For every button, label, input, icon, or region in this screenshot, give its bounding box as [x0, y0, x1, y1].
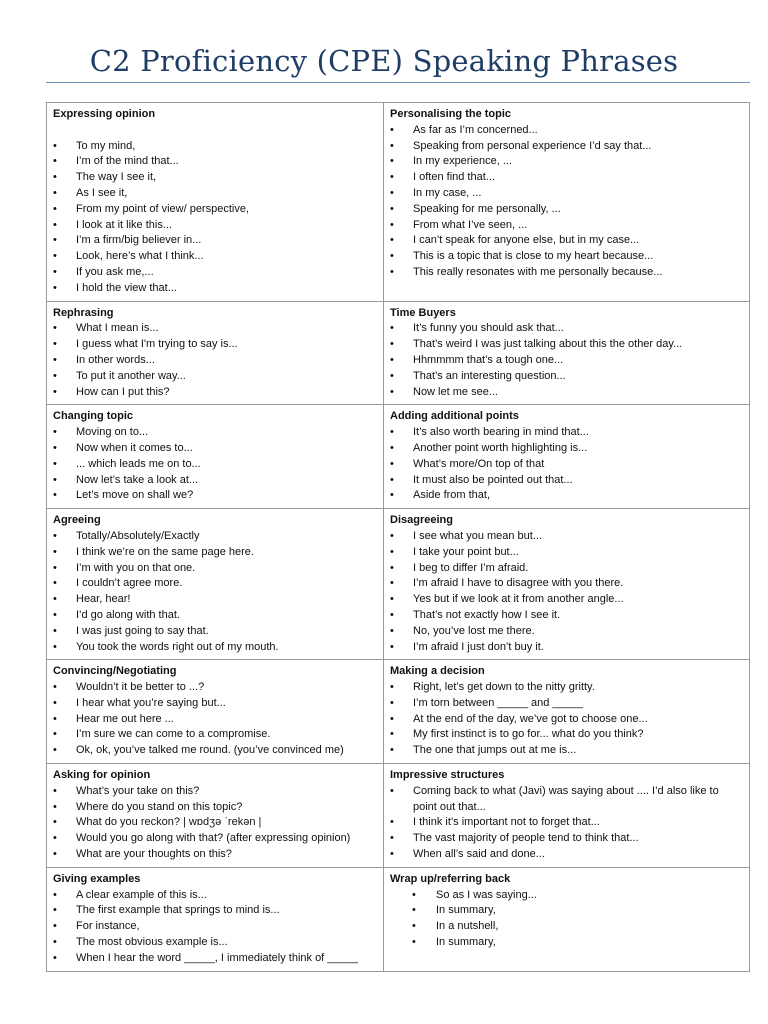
table-row — [47, 764, 750, 868]
list-item: • I take your point but... — [390, 545, 743, 561]
list-item: • Look, here’s what I think... — [53, 249, 377, 265]
list-item: • I think we’re on the same page here. — [53, 545, 377, 561]
section-title: Agreeing — [53, 514, 101, 527]
list-item: • It’s funny you should ask that... — [390, 321, 743, 337]
list-item: • The vast majority of people tend to think that... — [390, 831, 743, 847]
section-asking-opinion — [47, 764, 384, 868]
section-convincing-negotiating — [47, 660, 384, 764]
section-giving-examples — [47, 867, 384, 971]
title-underline — [46, 82, 750, 83]
list-item: • To my mind, — [53, 139, 377, 155]
list-item: • Right, let’s get down to the nitty gritty. — [390, 680, 743, 696]
list-item: • That’s not exactly how I see it. — [390, 608, 743, 624]
section-title: Impressive structures — [390, 769, 505, 782]
list-item: • In other words... — [53, 353, 377, 369]
section-expressing-opinion — [47, 103, 384, 302]
section-title: Rephrasing — [53, 306, 114, 319]
list-item: • I’m torn between _____ and _____ — [390, 696, 743, 712]
list-item: • A clear example of this is... — [53, 888, 377, 904]
list-item: • That’s weird I was just talking about this the other day... — [390, 337, 743, 353]
table-row — [47, 301, 750, 405]
list-item: • I’m afraid I have to disagree with you there. — [390, 576, 743, 592]
list-item: • Now let’s take a look at... — [53, 473, 377, 489]
section-agreeing — [47, 509, 384, 660]
section-title: Disagreeing — [390, 514, 453, 527]
list-item: • I can’t speak for anyone else, but in my case... — [390, 233, 743, 249]
section-changing-topic — [47, 405, 384, 509]
list-item: • From what I’ve seen, ... — [390, 218, 743, 234]
section-making-decision — [384, 660, 750, 764]
section-title: Making a decision — [390, 665, 485, 678]
section-title: Changing topic — [53, 410, 134, 423]
section-adding-points — [384, 405, 750, 509]
list-item: • I was just going to say that. — [53, 624, 377, 640]
list-item: • I hear what you’re saying but... — [53, 696, 377, 712]
list-item: • That’s an interesting question... — [390, 369, 743, 385]
list-item: • When I hear the word _____, I immediately think of _____ — [53, 951, 377, 967]
list-item: • No, you’ve lost me there. — [390, 624, 743, 640]
section-title: Giving examples — [53, 872, 141, 885]
list-item: • I’m afraid I just don’t buy it. — [390, 640, 743, 656]
table-row — [47, 867, 750, 971]
list-item: • I’m a firm/big believer in... — [53, 233, 377, 249]
list-item: • Hhmmmm that’s a tough one... — [390, 353, 743, 369]
list-item: • Let’s move on shall we? — [53, 488, 377, 504]
list-item: • From my point of view/ perspective, — [53, 202, 377, 218]
list-item: • I’m of the mind that... — [53, 154, 377, 170]
section-title: Wrap up/referring back — [390, 872, 511, 885]
list-item: • What I mean is... — [53, 321, 377, 337]
section-personalising-topic — [384, 103, 750, 302]
list-item: • Coming back to what (Javi) was saying about .... I’d also like to point out that... — [390, 784, 743, 816]
section-disagreeing — [384, 509, 750, 660]
list-item: • Hear me out here ... — [53, 712, 377, 728]
table-row — [47, 405, 750, 509]
list-item: • How can I put this? — [53, 385, 377, 401]
list-item: • In a nutshell, — [390, 919, 743, 935]
list-item: • Ok, ok, you’ve talked me round. (you’ve convinced me) — [53, 743, 377, 759]
list-item: • Wouldn’t it be better to ...? — [53, 680, 377, 696]
list-item: • Speaking for me personally, ... — [390, 202, 743, 218]
list-item: • The most obvious example is... — [53, 935, 377, 951]
list-item: • I often find that... — [390, 170, 743, 186]
list-item: • What’s more/On top of that — [390, 457, 743, 473]
page-title: C2 Proficiency (CPE) Speaking Phrases — [89, 44, 679, 78]
list-item: • The one that jumps out at me is... — [390, 743, 743, 759]
list-item: • I see what you mean but... — [390, 529, 743, 545]
list-item: • For instance, — [53, 919, 377, 935]
list-item: • As far as I’m concerned... — [390, 123, 743, 139]
list-item: • My first instinct is to go for... what do you think? — [390, 727, 743, 743]
list-item: • The way I see it, — [53, 170, 377, 186]
list-item: • In summary, — [390, 903, 743, 919]
list-item: • This is a topic that is close to my heart because... — [390, 249, 743, 265]
list-item: • This really resonates with me personally because... — [390, 265, 743, 281]
list-item: • I couldn’t agree more. — [53, 576, 377, 592]
list-item: • What’s your take on this? — [53, 784, 377, 800]
section-title: Asking for opinion — [53, 769, 151, 782]
list-item: • It must also be pointed out that... — [390, 473, 743, 489]
list-item: • The first example that springs to mind is... — [53, 903, 377, 919]
table-row — [47, 509, 750, 660]
list-item: • It’s also worth bearing in mind that... — [390, 425, 743, 441]
list-item: • If you ask me,... — [53, 265, 377, 281]
list-item: • I think it’s important not to forget that... — [390, 815, 743, 831]
list-item: • In my case, ... — [390, 186, 743, 202]
list-item: • What do you reckon? | wɒdʒə ˈrekən | — [53, 815, 377, 831]
list-item: • When all’s said and done... — [390, 847, 743, 863]
section-wrap-up — [384, 867, 750, 971]
list-item: • You took the words right out of my mouth. — [53, 640, 377, 656]
list-item: • Moving on to... — [53, 425, 377, 441]
list-item: • At the end of the day, we’ve got to choose one... — [390, 712, 743, 728]
phrases-table — [46, 102, 750, 972]
table-row — [47, 660, 750, 764]
table-row — [47, 103, 750, 302]
list-item: • As I see it, — [53, 186, 377, 202]
list-item: • I’m with you on that one. — [53, 561, 377, 577]
list-item: • I hold the view that... — [53, 281, 377, 297]
list-item: • Where do you stand on this topic? — [53, 800, 377, 816]
list-item: • Now when it comes to... — [53, 441, 377, 457]
list-item: • Would you go along with that? (after expressing opinion) — [53, 831, 377, 847]
list-item: • So as I was saying... — [390, 888, 743, 904]
list-item: • I guess what I'm trying to say is... — [53, 337, 377, 353]
list-item: • To put it another way... — [53, 369, 377, 385]
list-item: • Yes but if we look at it from another angle... — [390, 592, 743, 608]
list-item: • I’m sure we can come to a compromise. — [53, 727, 377, 743]
section-title: Adding additional points — [390, 410, 519, 423]
list-item: • I look at it like this... — [53, 218, 377, 234]
section-impressive-structures — [384, 764, 750, 868]
section-title: Time Buyers — [390, 306, 456, 319]
section-title: Personalising the topic — [390, 108, 512, 120]
section-title: Expressing opinion — [53, 108, 156, 120]
list-item: • Hear, hear! — [53, 592, 377, 608]
list-item: • Totally/Absolutely/Exactly — [53, 529, 377, 545]
list-item: • I beg to differ I’m afraid. — [390, 561, 743, 577]
list-item: • Another point worth highlighting is... — [390, 441, 743, 457]
section-time-buyers — [384, 301, 750, 405]
list-item: • ... which leads me on to... — [53, 457, 377, 473]
section-rephrasing — [47, 301, 384, 405]
list-item: • In my experience, ... — [390, 154, 743, 170]
section-title: Convincing/Negotiating — [53, 665, 177, 678]
list-item: • What are your thoughts on this? — [53, 847, 377, 863]
list-item: • Aside from that, — [390, 488, 743, 504]
list-item: • In summary, — [390, 935, 743, 951]
list-item: • I’d go along with that. — [53, 608, 377, 624]
list-item: • Now let me see... — [390, 385, 743, 401]
list-item: • Speaking from personal experience I’d say that... — [390, 139, 743, 155]
